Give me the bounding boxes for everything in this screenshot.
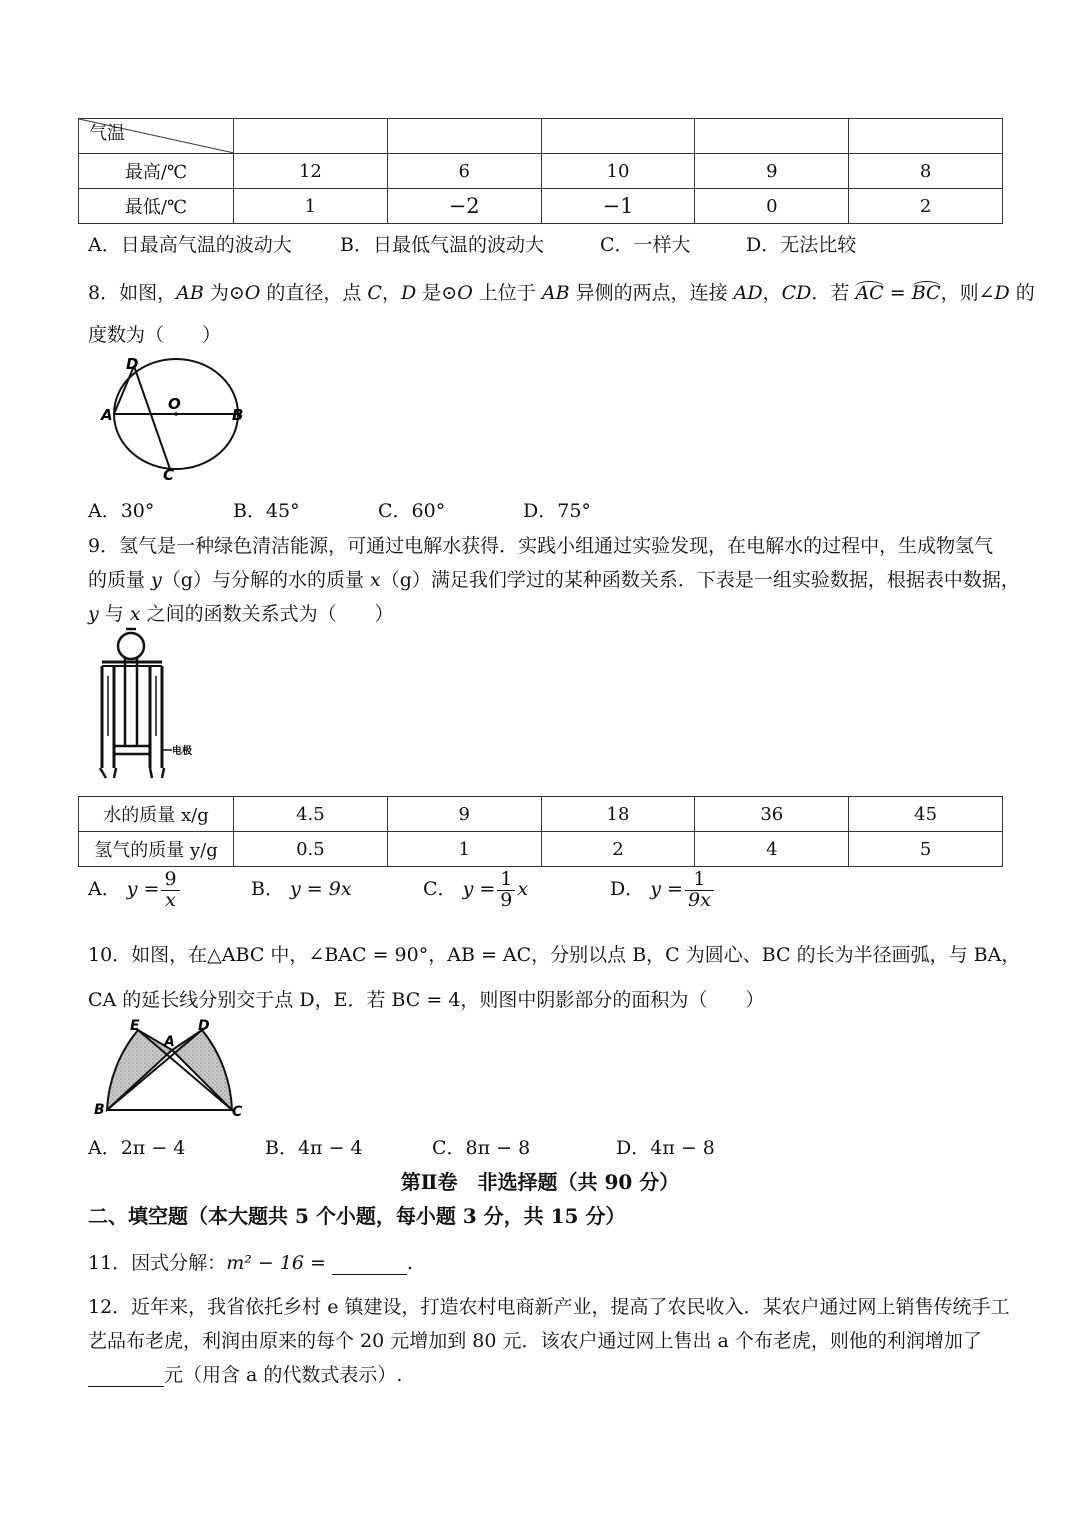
header-cell xyxy=(387,119,541,154)
section-title: 第Ⅱ卷 非选择题（共 90 分） xyxy=(400,1170,680,1194)
option-c xyxy=(423,870,610,911)
option-b: B．4π − 4 xyxy=(265,1137,363,1159)
q9-text: 与 xyxy=(98,603,130,625)
q9-line2 xyxy=(88,565,1020,592)
electrode-label: 电极 xyxy=(172,746,192,757)
table-cell: 0 xyxy=(695,189,849,224)
q8-text: 上位于 xyxy=(472,282,542,304)
option-b: B．45° xyxy=(233,500,300,522)
option-c: C．60° xyxy=(378,500,446,522)
q8-var: O xyxy=(244,282,261,304)
table-cell: 2 xyxy=(541,832,695,867)
table-cell: 12 xyxy=(234,154,388,189)
q8-text: 的 xyxy=(1009,282,1035,304)
q8-text: = xyxy=(883,282,912,304)
q9-text: 的质量 xyxy=(88,569,152,591)
shaded-region-right xyxy=(172,1030,232,1110)
header-cell xyxy=(234,119,388,154)
q8-text: ， xyxy=(762,282,782,304)
label-a: A xyxy=(101,406,113,424)
label-d: D xyxy=(198,1018,210,1034)
header-cell xyxy=(849,119,1003,154)
q11-text: 11．因式分解： xyxy=(88,1252,227,1274)
row-label-low: 最低/℃ xyxy=(79,189,234,224)
q12-line3 xyxy=(88,1360,402,1387)
q8-var: CD xyxy=(781,282,812,304)
option-a: A．2π − 4 xyxy=(88,1137,186,1159)
section-heading: 二、填空题（本大题共 5 个小题，每小题 3 分，共 15 分） xyxy=(88,1204,626,1228)
q8-var: O xyxy=(457,282,473,304)
label-c: C xyxy=(163,466,175,482)
numerator: 1 xyxy=(685,870,714,891)
q9-var: x xyxy=(369,569,381,591)
q9-text: （g）与分解的水的质量 xyxy=(161,569,370,591)
q9-line1: 9．氢气是一种绿色清洁能源，可通过电解水获得．实践小组通过实验发现，在电解水的过程中，生成物氢气 xyxy=(88,535,994,557)
option-c: C．一样大 xyxy=(600,234,691,256)
q10-shaded-arcs-figure xyxy=(92,1018,252,1118)
numerator: 1 xyxy=(497,870,515,891)
table-cell: 1 xyxy=(234,189,388,224)
option-d: D．4π − 8 xyxy=(616,1137,715,1159)
arc-ac: AC xyxy=(855,282,884,304)
option-lhs: y = xyxy=(126,878,160,901)
label-d: D xyxy=(126,355,139,373)
q8-text: 8．如图， xyxy=(88,282,177,304)
table-cell: −2 xyxy=(387,189,541,224)
fraction xyxy=(161,870,179,911)
table-cell: 9 xyxy=(387,797,541,832)
q10-line2: CA 的延长线分别交于点 D，E．若 BC = 4，则图中阴影部分的面积为（ ） xyxy=(88,989,765,1011)
q9-var: y xyxy=(88,603,99,625)
denominator: 9 xyxy=(500,888,513,911)
corner-label: 气温 xyxy=(89,123,125,144)
row-label-high: 最高/℃ xyxy=(79,154,234,189)
answer-blank[interactable] xyxy=(332,1252,407,1275)
denominator: x xyxy=(165,888,176,911)
q8-line2: 度数为（ ） xyxy=(88,324,222,346)
q12-line1: 12．近年来，我省依托乡村 e 镇建设，打造农村电商新产业，提高了农民收入．某农户通过网上销售传统手工 xyxy=(88,1296,1010,1318)
label-b: B xyxy=(232,406,244,424)
table-cell: 36 xyxy=(695,797,849,832)
q9-var: y xyxy=(151,569,162,591)
table-cell: 10 xyxy=(541,154,695,189)
corner-header-cell xyxy=(79,119,234,154)
table-cell: 9 xyxy=(695,154,849,189)
table-cell: 4 xyxy=(695,832,849,867)
q8-text: 的直径，点 xyxy=(260,282,368,304)
table-cell: −1 xyxy=(541,189,695,224)
water-hydrogen-table xyxy=(78,796,1003,867)
q10-line1: 10．如图，在△ABC 中，∠BAC = 90°，AB = AC，分别以点 B，C 为圆心、BC 的长为半径画弧，与 BA， xyxy=(88,944,1021,966)
row-label-water: 水的质量 x/g xyxy=(79,797,234,832)
q8-var: D xyxy=(400,282,417,304)
option-d: D．75° xyxy=(523,500,591,522)
q8-text: 为⊙ xyxy=(203,282,245,304)
q8-text: ， xyxy=(381,282,401,304)
answer-blank[interactable] xyxy=(88,1364,164,1387)
q7-options xyxy=(88,230,856,257)
q8-text: ．若 xyxy=(811,282,856,304)
option-a: A．日最高气温的波动大 xyxy=(88,234,292,256)
table-cell: 2 xyxy=(849,189,1003,224)
q8-circle-figure xyxy=(98,352,258,482)
arc-bc: BC xyxy=(911,282,941,304)
label-c: C xyxy=(232,1104,243,1118)
q8-line1 xyxy=(88,278,1035,305)
table-cell: 18 xyxy=(541,797,695,832)
option-d: D．无法比较 xyxy=(746,234,857,256)
q9-text: 之间的函数关系式为（ ） xyxy=(140,603,394,625)
shaded-region-left xyxy=(107,1030,172,1110)
chord-ad xyxy=(114,366,134,414)
table-cell: 0.5 xyxy=(234,832,388,867)
option-tail: x xyxy=(517,878,529,901)
fraction xyxy=(685,870,714,911)
option-c: C．8π − 8 xyxy=(432,1137,531,1159)
label-a: A xyxy=(164,1034,175,1050)
chord-cd xyxy=(134,366,170,469)
table-cell: 4.5 xyxy=(234,797,388,832)
q11-end: . xyxy=(407,1252,414,1274)
option-d xyxy=(610,870,716,911)
label-b: B xyxy=(94,1102,105,1118)
q8-text: 异侧的两点，连接 xyxy=(569,282,734,304)
option-expr: y = 9x xyxy=(290,878,352,901)
q11-expr: m² − 16 = xyxy=(226,1252,326,1274)
option-label: B． xyxy=(251,878,284,901)
q8-var: D xyxy=(994,282,1010,304)
header-cell xyxy=(695,119,849,154)
q12-text: 元（用含 a 的代数式表示）. xyxy=(164,1364,403,1386)
table-cell: 1 xyxy=(387,832,541,867)
q8-var: AB xyxy=(541,282,570,304)
table-cell: 5 xyxy=(849,832,1003,867)
option-lhs: y = xyxy=(462,878,496,901)
q8-options xyxy=(88,496,591,523)
q8-var: AB xyxy=(176,282,204,304)
q8-var: AD xyxy=(733,282,763,304)
fraction xyxy=(497,870,515,911)
q8-text: 是⊙ xyxy=(416,282,458,304)
q9-text: （g）满足我们学过的某种函数关系．下表是一组实验数据，根据表中数据， xyxy=(380,569,1020,591)
label-e: E xyxy=(130,1018,140,1034)
option-a: A．30° xyxy=(88,500,155,522)
temperature-table xyxy=(78,118,1003,224)
electrolysis-apparatus-figure xyxy=(96,626,206,786)
row-label-hydrogen: 氢气的质量 y/g xyxy=(79,832,234,867)
label-o: O xyxy=(168,395,181,413)
option-a xyxy=(88,870,251,911)
option-label: D． xyxy=(610,878,645,901)
table-cell: 6 xyxy=(387,154,541,189)
q11-line xyxy=(88,1248,413,1275)
option-b xyxy=(251,874,423,901)
header-cell xyxy=(541,119,695,154)
option-b: B．日最低气温的波动大 xyxy=(340,234,544,256)
table-cell: 45 xyxy=(849,797,1003,832)
denominator: 9x xyxy=(687,888,711,911)
table-cell: 8 xyxy=(849,154,1003,189)
q8-var: C xyxy=(367,282,382,304)
option-lhs: y = xyxy=(650,878,683,901)
q9-var: x xyxy=(129,603,141,625)
q9-options xyxy=(88,870,716,911)
q8-text: ，则∠ xyxy=(940,282,995,304)
option-label: C． xyxy=(423,878,457,901)
q9-line3 xyxy=(88,599,394,626)
option-label: A． xyxy=(88,878,121,901)
q12-line2: 艺品布老虎，利润由原来的每个 20 元增加到 80 元．该农户通过网上售出 a 个布老虎，则他的利润增加了 xyxy=(88,1330,982,1352)
numerator: 9 xyxy=(161,870,179,891)
q10-options xyxy=(88,1133,715,1160)
